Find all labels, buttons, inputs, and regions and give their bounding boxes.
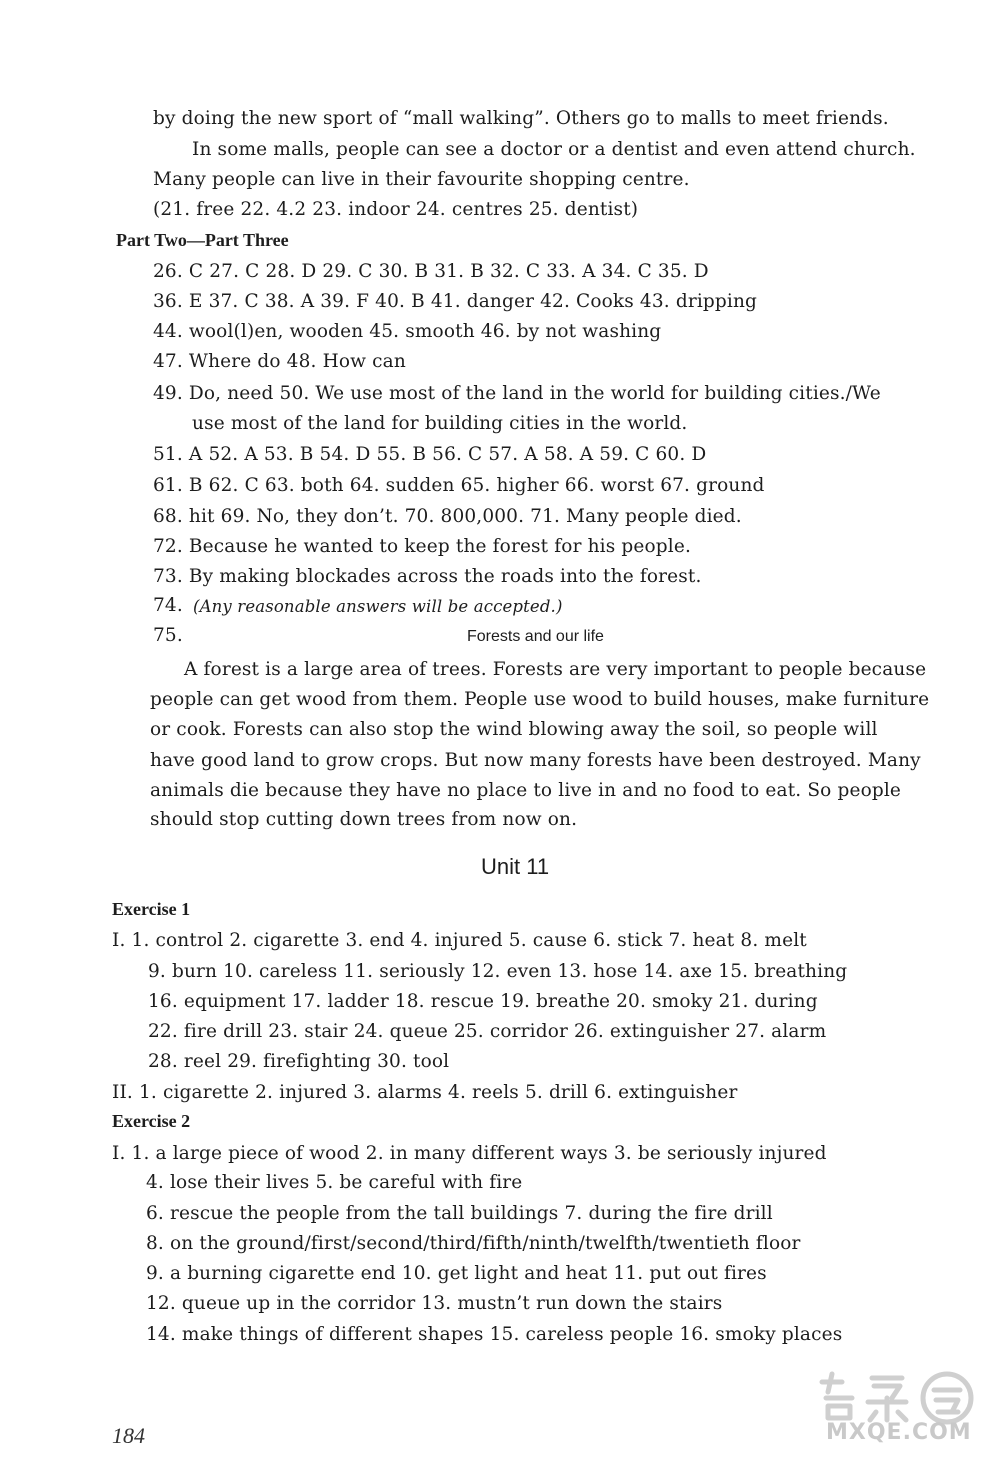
exercise-line: 9. a burning cigarette end 10. get light and heat 11. put out fires — [146, 1263, 767, 1284]
answer-line: 68. hit 69. No, they don’t. 70. 800,000. 71. Many people died. — [153, 506, 742, 527]
answer-number: 75. — [153, 625, 183, 646]
unit-title: Unit 11 — [481, 854, 550, 879]
answer-line: 49. Do, need 50. We use most of the land in the world for building cities./We — [153, 383, 881, 404]
exercise-line: 9. burn 10. careless 11. seriously 12. even 13. hose 14. axe 15. breathing — [148, 961, 848, 982]
answer-line: 36. E 37. C 38. A 39. F 40. B 41. danger 42. Cooks 43. dripping — [153, 291, 757, 312]
text-line: In some malls, people can see a doctor or a dentist and even attend church. — [192, 139, 916, 160]
exercise-line: 6. rescue the people from the tall buildings 7. during the fire drill — [146, 1203, 773, 1224]
answer-line: 51. A 52. A 53. B 54. D 55. B 56. C 57. A 58. A 59. C 60. D — [153, 444, 707, 465]
essay-line: or cook. Forests can also stop the wind blowing away the soil, so people will — [150, 719, 878, 740]
essay-line: animals die because they have no place to live in and no food to eat. So people — [150, 780, 902, 801]
essay-line: should stop cutting down trees from now on. — [150, 809, 578, 830]
exercise-line: 4. lose their lives 5. be careful with fire — [146, 1172, 523, 1193]
exercise-line: 8. on the ground/first/second/third/fifth/ninth/twelfth/twentieth floor — [146, 1233, 801, 1254]
answer-line: 72. Because he wanted to keep the forest for his people. — [153, 536, 691, 557]
answer-line: 61. B 62. C 63. both 64. sudden 65. higher 66. worst 67. ground — [153, 475, 765, 496]
essay-line: A forest is a large area of trees. Forests are very important to people because — [184, 659, 927, 680]
answer-line: 26. C 27. C 28. D 29. C 30. B 31. B 32. C 33. A 34. C 35. D — [153, 261, 709, 282]
text-line: Many people can live in their favourite shopping centre. — [153, 169, 690, 190]
answer-note: (Any reasonable answers will be accepted.) — [193, 597, 563, 616]
exercise-heading: Exercise 1 — [112, 899, 191, 919]
answer-line: 47. Where do 48. How can — [153, 351, 406, 372]
answer-line: 44. wool(l)en, wooden 45. smooth 46. by not washing — [153, 321, 662, 342]
exercise-line: 12. queue up in the corridor 13. mustn’t run down the stairs — [146, 1293, 723, 1314]
answer-line: 73. By making blockades across the roads into the forest. — [153, 566, 702, 587]
page-number: 184 — [112, 1423, 145, 1448]
text-line: by doing the new sport of “mall walking”. Others go to malls to meet friends. — [153, 108, 889, 129]
answer-number: 74. — [153, 595, 183, 616]
watermark-text: MXQE.COM — [826, 1420, 972, 1445]
essay-line: have good land to grow crops. But now many forests have been destroyed. Many — [150, 750, 921, 771]
exercise-line: 16. equipment 17. ladder 18. rescue 19. breathe 20. smoky 21. during — [148, 991, 818, 1012]
exercise-line: 14. make things of different shapes 15. careless people 16. smoky places — [146, 1324, 843, 1345]
answer-line: use most of the land for building cities in the world. — [192, 413, 688, 434]
section-heading: Part Two—Part Three — [116, 230, 289, 250]
exercise-line: 28. reel 29. firefighting 30. tool — [148, 1051, 450, 1072]
exercise-line: I. 1. a large piece of wood 2. in many different ways 3. be seriously injured — [112, 1143, 827, 1164]
exercise-heading: Exercise 2 — [112, 1111, 191, 1131]
exercise-line: 22. fire drill 23. stair 24. queue 25. corridor 26. extinguisher 27. alarm — [148, 1021, 827, 1042]
essay-title: Forests and our life — [467, 628, 604, 645]
essay-line: people can get wood from them. People use wood to build houses, make furniture — [150, 689, 930, 710]
exercise-line: I. 1. control 2. cigarette 3. end 4. injured 5. cause 6. stick 7. heat 8. melt — [112, 930, 807, 951]
exercise-line: II. 1. cigarette 2. injured 3. alarms 4. reels 5. drill 6. extinguisher — [112, 1082, 738, 1103]
answer-line: (21. free 22. 4.2 23. indoor 24. centres 25. dentist) — [153, 199, 639, 220]
